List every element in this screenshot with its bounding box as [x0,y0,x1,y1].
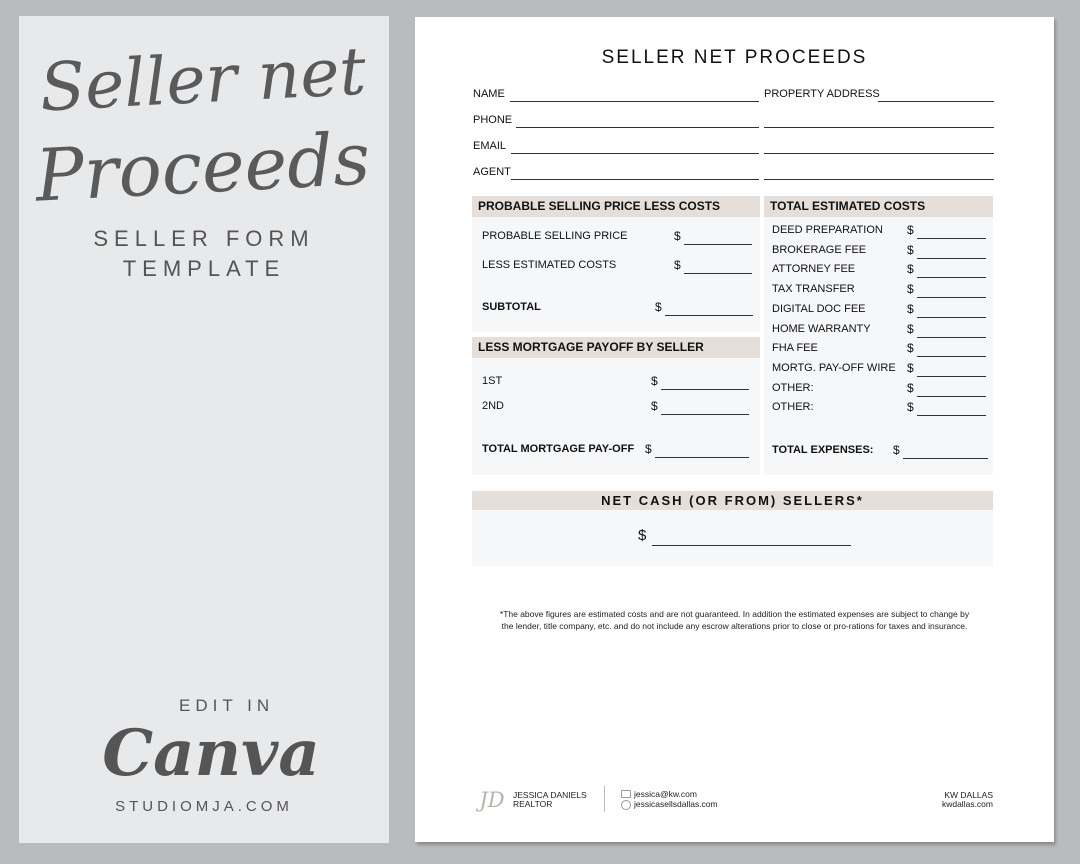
cost-row-line[interactable] [917,258,986,259]
script-title-line2: Proceeds [33,116,373,218]
dollar-sign: $ [907,282,914,297]
address-line4-field[interactable] [764,166,994,180]
estimated-costs-header: TOTAL ESTIMATED COSTS [764,196,993,217]
first-mortgage-label: 1ST [482,375,503,387]
cost-row-label: BROKERAGE FEE [772,243,867,256]
footer-website[interactable]: jessicasellsdallas.com [634,799,718,809]
dollar-sign: $ [907,262,914,277]
estimated-costs-label: LESS ESTIMATED COSTS [482,259,617,271]
total-expenses-line[interactable] [903,458,988,459]
property-address-label: PROPERTY ADDRESS [764,88,880,100]
first-mortgage-line[interactable] [661,389,749,390]
monogram-text: JD [479,788,505,812]
cost-row-line[interactable] [917,317,986,318]
cost-row-line[interactable] [917,238,986,239]
cost-row-line[interactable] [917,396,986,397]
dollar-sign: $ [651,399,658,413]
address-line4[interactable] [764,179,994,180]
selling-price-box [472,196,760,332]
mortgage-payoff-box [472,337,760,475]
dollar-sign: $ [907,380,914,395]
second-mortgage-label: 2ND [482,400,505,412]
script-title-line1: Seller net [37,32,368,127]
promo-panel [19,16,389,843]
cost-row-label: ATTORNEY FEE [772,263,856,276]
footer-divider [604,786,605,812]
estimated-costs-box [764,196,993,475]
canva-logo [101,680,321,790]
name-line[interactable] [510,101,759,102]
cost-row[interactable] [772,342,988,357]
phone-label: PHONE [473,114,513,126]
cost-row[interactable] [772,303,988,318]
dollar-sign: $ [907,360,914,375]
cost-row[interactable] [772,263,988,278]
address-line3[interactable] [764,153,994,154]
net-cash-line[interactable] [652,545,851,546]
cost-row-label: HOME WARRANTY [772,322,871,335]
cost-row-line[interactable] [917,297,986,298]
globe-icon [621,800,631,810]
agent-name: JESSICA DANIELS [513,790,587,800]
dollar-sign: $ [674,229,681,243]
dollar-sign: $ [907,301,914,316]
form-document [415,17,1054,842]
total-mortgage-line[interactable] [655,457,749,458]
estimated-costs-line[interactable] [684,273,752,274]
cost-row-label: MORTG. PAY-OFF WIRE [772,361,896,374]
dollar-sign: $ [638,527,647,544]
dollar-sign: $ [907,400,914,415]
email-label: EMAIL [473,140,507,152]
subtitle-line1: SELLER FORM [93,226,315,251]
name-field[interactable] [473,88,759,102]
total-expenses-label: TOTAL EXPENSES: [772,444,874,456]
selling-price-row[interactable] [482,230,754,245]
cost-row-label: DIGITAL DOC FEE [772,302,866,315]
dollar-sign: $ [907,242,914,257]
total-mortgage-label: TOTAL MORTGAGE PAY-OFF [482,443,635,455]
property-address-field[interactable] [764,88,994,102]
cost-row-label: TAX TRANSFER [772,283,855,296]
cost-row-line[interactable] [917,277,986,278]
dollar-sign: $ [645,442,652,456]
dollar-sign: $ [674,258,681,272]
cost-row[interactable] [772,401,988,416]
company-website[interactable]: kwdallas.com [941,799,993,809]
subtotal-row[interactable] [482,301,754,316]
agent-field[interactable] [473,166,759,180]
dollar-sign: $ [651,374,658,388]
agent-title: REALTOR [513,799,553,809]
phone-line[interactable] [516,127,759,128]
cost-row[interactable] [772,362,988,377]
cost-row[interactable] [772,244,988,259]
dollar-sign: $ [907,321,914,336]
name-label: NAME [473,88,505,100]
selling-price-header: PROBABLE SELLING PRICE LESS COSTS [472,196,760,217]
net-cash-box [472,491,993,566]
cost-row-line[interactable] [917,415,986,416]
form-title: SELLER NET PROCEEDS [601,47,868,68]
address-line2-field[interactable] [764,114,994,128]
second-mortgage-row[interactable] [482,400,754,415]
monogram-logo [475,786,509,812]
phone-field[interactable] [473,114,759,128]
disclaimer-text: *The above figures are estimated costs and are not guaranteed. In addition the estimated expenses are subject to change by the lender, title company, etc. and do not include any escrow alterations prior to close or pro-rations for taxes and insurance. [499,609,970,631]
email-line[interactable] [511,153,759,154]
estimated-costs-row[interactable] [482,259,754,274]
cost-row-label: FHA FEE [772,342,818,355]
total-expenses-row[interactable] [772,444,988,459]
cost-row-label: OTHER: [772,401,814,414]
agent-label: AGENT [473,166,511,178]
subtitle-line2: TEMPLATE [122,256,286,281]
script-title [19,22,389,222]
footer-email[interactable]: jessica@kw.com [634,789,697,799]
edit-in-label: EDIT IN [179,696,275,715]
address-line3-field[interactable] [764,140,994,154]
cost-row[interactable] [772,224,988,239]
dollar-sign: $ [655,300,662,314]
cost-row-label: DEED PREPARATION [772,224,883,236]
cost-row-label: OTHER: [772,381,814,394]
total-mortgage-row[interactable] [482,443,754,458]
dollar-sign: $ [907,223,914,237]
mortgage-payoff-header: LESS MORTGAGE PAYOFF BY SELLER [472,337,760,358]
cost-row[interactable] [772,323,988,338]
selling-price-label: PROBABLE SELLING PRICE [482,230,628,242]
canva-logo-text: Canva [102,716,320,790]
selling-price-line[interactable] [684,244,752,245]
cost-row[interactable] [772,382,988,397]
property-address-line[interactable] [878,101,994,102]
subtotal-line[interactable] [665,315,753,316]
cost-row-line[interactable] [917,376,986,377]
cost-row[interactable] [772,283,988,298]
cost-row-line[interactable] [917,337,986,338]
studio-website: STUDIOMJA.COM [115,798,293,815]
email-icon [621,790,631,798]
first-mortgage-row[interactable] [482,375,754,390]
second-mortgage-line[interactable] [661,414,749,415]
subtotal-label: SUBTOTAL [482,301,541,313]
net-cash-header: NET CASH (OR FROM) SELLERS* [472,491,993,510]
dollar-sign: $ [893,443,900,457]
address-line2[interactable] [764,127,994,128]
email-field[interactable] [473,140,759,154]
company-name: KW DALLAS [944,790,993,800]
agent-line[interactable] [511,179,759,180]
cost-row-line[interactable] [917,356,986,357]
dollar-sign: $ [907,341,914,356]
net-cash-row[interactable] [638,529,853,546]
